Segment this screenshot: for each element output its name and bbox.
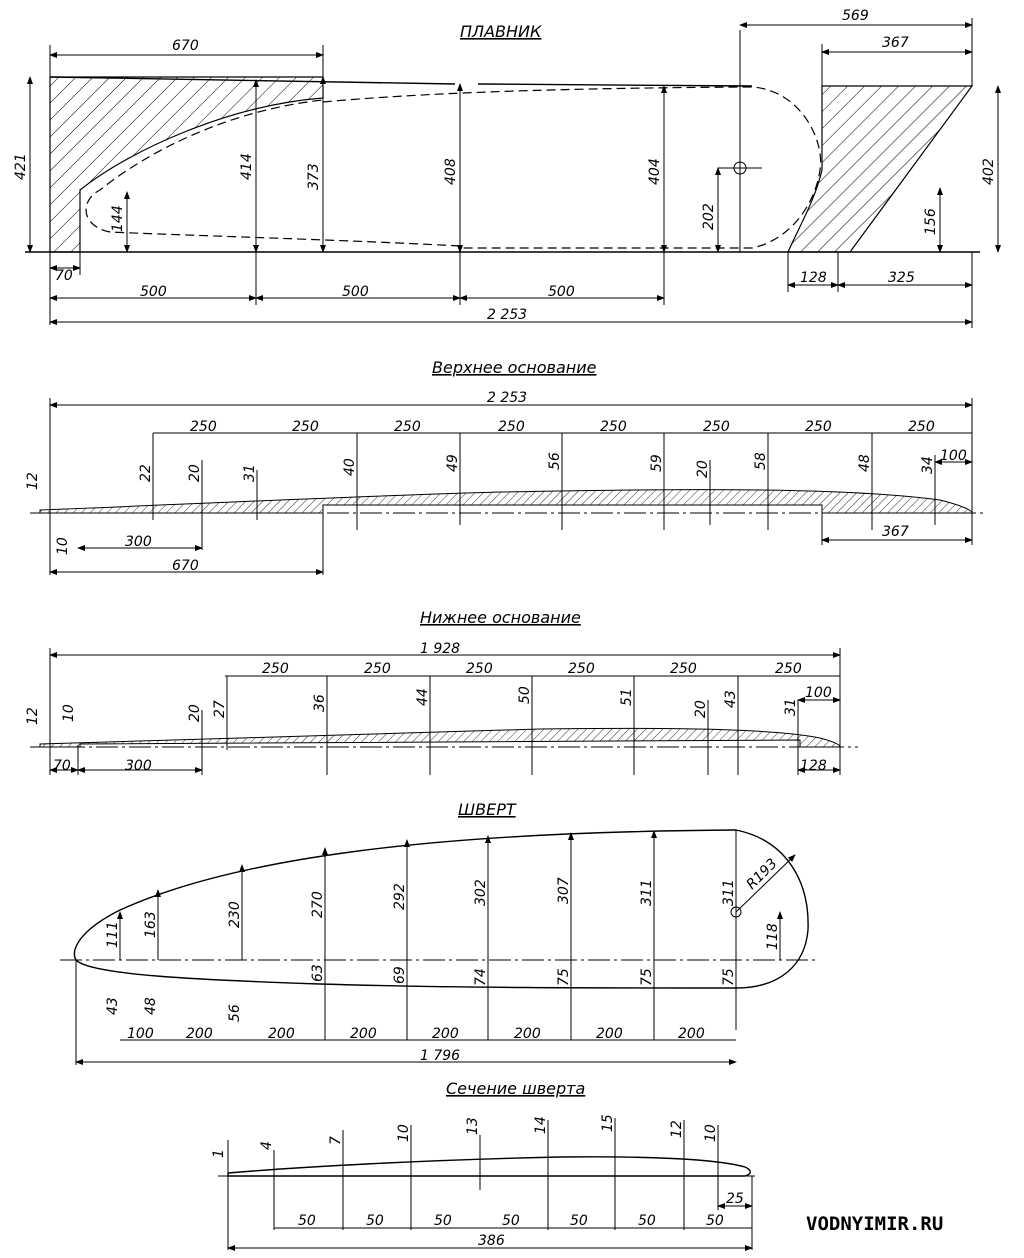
- svg-text:69: 69: [392, 966, 408, 984]
- svg-text:373: 373: [306, 163, 322, 190]
- svg-text:63: 63: [310, 964, 326, 982]
- centerboard-upper-dims: [105, 831, 781, 1040]
- svg-text:128: 128: [800, 758, 827, 774]
- svg-text:569: 569: [842, 8, 869, 24]
- lower-title: Нижнее основание: [420, 608, 581, 627]
- centerboard-lower-dims: [105, 964, 737, 1022]
- svg-text:44: 44: [415, 688, 431, 706]
- svg-text:156: 156: [923, 208, 939, 235]
- svg-text:50: 50: [570, 1213, 588, 1229]
- svg-text:163: 163: [143, 911, 159, 938]
- svg-text:128: 128: [800, 270, 827, 286]
- svg-text:50: 50: [366, 1213, 384, 1229]
- svg-text:14: 14: [533, 1116, 549, 1134]
- svg-text:70: 70: [55, 268, 73, 284]
- svg-text:50: 50: [706, 1213, 724, 1229]
- svg-text:74: 74: [473, 968, 489, 986]
- svg-text:250: 250: [600, 419, 627, 435]
- svg-text:36: 36: [312, 694, 328, 712]
- svg-text:50: 50: [298, 1213, 316, 1229]
- svg-text:31: 31: [783, 698, 799, 716]
- svg-text:20: 20: [693, 700, 709, 718]
- svg-text:292: 292: [392, 883, 408, 910]
- svg-text:50: 50: [502, 1213, 520, 1229]
- svg-text:670: 670: [172, 38, 199, 54]
- svg-text:144: 144: [110, 205, 126, 232]
- fin-hatch-left: [50, 77, 323, 252]
- upper-base-view: [25, 358, 985, 575]
- svg-text:12: 12: [25, 707, 41, 725]
- svg-text:111: 111: [105, 921, 121, 948]
- svg-text:202: 202: [701, 203, 717, 230]
- svg-text:307: 307: [556, 877, 572, 904]
- svg-text:250: 250: [775, 661, 802, 677]
- upper-misc-dims: [25, 472, 972, 574]
- svg-text:R193: R193: [743, 855, 781, 893]
- svg-text:200: 200: [514, 1026, 541, 1042]
- svg-text:311: 311: [721, 879, 737, 906]
- svg-text:50: 50: [517, 686, 533, 704]
- svg-text:367: 367: [882, 524, 909, 540]
- svg-text:200: 200: [268, 1026, 295, 1042]
- svg-text:13: 13: [465, 1117, 481, 1135]
- svg-text:402: 402: [981, 158, 997, 185]
- svg-text:302: 302: [473, 879, 489, 906]
- svg-text:325: 325: [888, 270, 915, 286]
- svg-text:51: 51: [619, 688, 635, 706]
- svg-text:250: 250: [703, 419, 730, 435]
- svg-text:56: 56: [547, 452, 563, 470]
- svg-text:49: 49: [445, 454, 461, 472]
- svg-text:75: 75: [639, 968, 655, 986]
- svg-text:367: 367: [882, 35, 909, 51]
- svg-text:25: 25: [726, 1191, 744, 1207]
- svg-text:250: 250: [364, 661, 391, 677]
- svg-text:75: 75: [721, 968, 737, 986]
- svg-text:2 253: 2 253: [487, 390, 528, 406]
- fin-hatch-right: [788, 86, 972, 252]
- svg-text:408: 408: [443, 158, 459, 185]
- svg-text:250: 250: [190, 419, 217, 435]
- svg-text:10: 10: [396, 1124, 412, 1142]
- svg-text:12: 12: [669, 1120, 685, 1138]
- svg-text:7: 7: [328, 1136, 344, 1145]
- svg-text:59: 59: [649, 454, 665, 472]
- svg-text:10: 10: [61, 704, 77, 722]
- svg-text:50: 50: [434, 1213, 452, 1229]
- svg-text:200: 200: [596, 1026, 623, 1042]
- centerboard-spacing-dims: [76, 1026, 736, 1064]
- svg-text:200: 200: [432, 1026, 459, 1042]
- section-profile: [228, 1157, 750, 1176]
- lower-spacing-dims: [225, 661, 840, 677]
- svg-text:20: 20: [695, 460, 711, 478]
- svg-text:300: 300: [125, 758, 152, 774]
- svg-text:270: 270: [310, 891, 326, 918]
- section-view: [211, 1079, 755, 1250]
- centerboard-view: [60, 800, 815, 1065]
- svg-text:500: 500: [140, 284, 167, 300]
- svg-text:250: 250: [498, 419, 525, 435]
- fin-title: ПЛАВНИК: [460, 22, 542, 41]
- svg-text:500: 500: [342, 284, 369, 300]
- svg-text:404: 404: [647, 158, 663, 185]
- svg-text:20: 20: [187, 704, 203, 722]
- svg-text:34: 34: [920, 456, 936, 474]
- svg-text:200: 200: [186, 1026, 213, 1042]
- svg-text:48: 48: [143, 997, 159, 1015]
- svg-text:1: 1: [211, 1149, 227, 1158]
- svg-text:22: 22: [138, 464, 154, 482]
- svg-text:15: 15: [600, 1114, 616, 1132]
- svg-text:4: 4: [259, 1141, 275, 1150]
- svg-text:40: 40: [342, 458, 358, 476]
- svg-text:118: 118: [765, 923, 781, 950]
- svg-text:50: 50: [638, 1213, 656, 1229]
- fin-view: [13, 8, 998, 328]
- svg-text:56: 56: [227, 1004, 243, 1022]
- svg-text:230: 230: [227, 901, 243, 928]
- svg-text:250: 250: [908, 419, 935, 435]
- svg-text:27: 27: [212, 700, 228, 718]
- svg-text:414: 414: [239, 153, 255, 180]
- svg-text:250: 250: [394, 419, 421, 435]
- svg-text:12: 12: [25, 472, 41, 490]
- upper-spacing-dims: [153, 419, 972, 435]
- lower-base-view: [25, 608, 858, 775]
- svg-text:250: 250: [466, 661, 493, 677]
- svg-text:250: 250: [805, 419, 832, 435]
- svg-text:100: 100: [805, 685, 832, 701]
- upper-title: Верхнее основание: [432, 358, 597, 377]
- svg-text:1 796: 1 796: [420, 1048, 461, 1064]
- svg-text:100: 100: [940, 448, 967, 464]
- lower-profile: [40, 728, 840, 747]
- centerboard-title: ШВЕРТ: [458, 800, 516, 819]
- watermark: VODNYIMIR.RU: [806, 1213, 944, 1235]
- svg-text:500: 500: [548, 284, 575, 300]
- svg-text:250: 250: [568, 661, 595, 677]
- svg-text:1 928: 1 928: [420, 641, 461, 657]
- svg-text:20: 20: [187, 464, 203, 482]
- svg-text:10: 10: [55, 537, 71, 555]
- section-title: Сечение шверта: [446, 1079, 586, 1098]
- svg-text:670: 670: [172, 558, 199, 574]
- svg-text:200: 200: [678, 1026, 705, 1042]
- svg-text:43: 43: [105, 997, 121, 1015]
- svg-text:250: 250: [670, 661, 697, 677]
- svg-text:10: 10: [703, 1124, 719, 1142]
- svg-text:250: 250: [292, 419, 319, 435]
- svg-text:421: 421: [13, 153, 29, 180]
- svg-text:2 253: 2 253: [487, 307, 528, 323]
- section-spacing-dims: [228, 1191, 752, 1249]
- svg-text:43: 43: [723, 690, 739, 708]
- fin-top-line-2: [478, 84, 752, 86]
- svg-text:58: 58: [753, 452, 769, 470]
- centerboard-outline: [74, 830, 808, 988]
- svg-text:75: 75: [556, 968, 572, 986]
- svg-text:70: 70: [53, 758, 71, 774]
- svg-text:200: 200: [350, 1026, 377, 1042]
- svg-text:300: 300: [125, 534, 152, 550]
- svg-text:48: 48: [857, 454, 873, 472]
- fin-bottom-dims: [50, 252, 972, 328]
- svg-text:31: 31: [242, 464, 258, 482]
- svg-text:311: 311: [639, 879, 655, 906]
- upper-profile: [40, 490, 972, 513]
- svg-text:100: 100: [127, 1026, 154, 1042]
- svg-text:386: 386: [478, 1233, 505, 1249]
- svg-text:250: 250: [262, 661, 289, 677]
- lower-thickness-dims: [61, 676, 840, 775]
